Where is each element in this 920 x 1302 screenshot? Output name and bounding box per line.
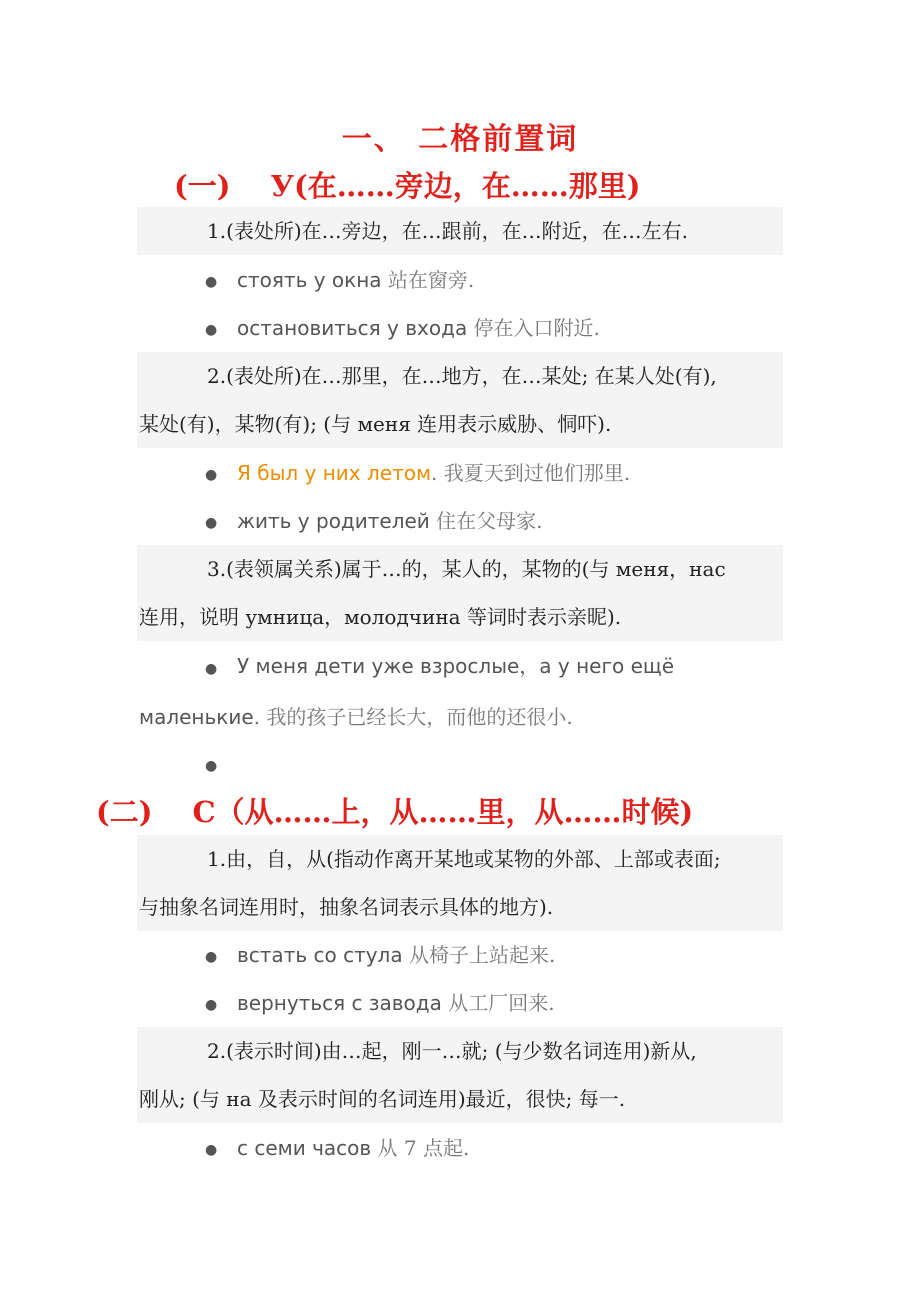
example-russian: остановиться у входа [237, 316, 468, 340]
example-russian: маленькие [139, 705, 254, 729]
section-heading-1 [174, 164, 640, 205]
example-translation: 从工厂回来. [441, 991, 555, 1015]
example-translation: 从椅子上站起来. [402, 943, 556, 967]
example-item [205, 497, 543, 547]
section-title: С（从……上，从……里，从……时候) [192, 795, 694, 829]
definition-block-3 [137, 545, 783, 641]
bullet-icon: ● [205, 757, 218, 774]
example-translation: . 我的孩子已经长大，而他的还很小. [253, 705, 573, 729]
example-item-long [139, 642, 779, 741]
example-item [205, 304, 600, 354]
example-item [205, 931, 555, 981]
example-translation: 从 7 点起. [371, 1136, 470, 1160]
definition-block-1 [137, 207, 783, 255]
bullet-icon: ● [205, 321, 218, 338]
bullet-icon: ● [205, 661, 218, 677]
definition-block-5 [137, 1027, 783, 1123]
example-line [139, 642, 779, 693]
bullet-icon: ● [205, 1141, 218, 1158]
bullet-icon: ● [205, 948, 218, 965]
section-number: (一) [174, 169, 231, 203]
bullet-icon: ● [205, 514, 218, 531]
empty-bullet [205, 740, 237, 790]
example-translation: 住在父母家. [429, 509, 543, 533]
definition-line: 2.(表示时间)由…起，刚一…就; (与少数名词连用)新从, [207, 1039, 697, 1063]
main-heading: 一、 二格前置词 [341, 122, 579, 157]
example-russian: с семи часов [237, 1136, 372, 1160]
definition-line: 3.(表领属关系)属于…的，某人的，某物的(与 меня，нас [207, 557, 726, 581]
example-russian: стоять у окна [237, 268, 382, 292]
definition-line: 2.(表处所)在…那里，在…地方，在…某处; 在某人处(有), [207, 364, 717, 388]
section-title: У(在……旁边，在……那里) [270, 169, 641, 203]
definition-line: 与抽象名词连用时，抽象名词表示具体的地方). [139, 895, 554, 919]
example-item [205, 449, 630, 499]
example-russian: У меня дети уже взрослые，а у него ещё [237, 654, 675, 678]
example-line [139, 693, 779, 741]
section-number: (二) [96, 795, 153, 829]
bullet-icon: ● [205, 466, 218, 483]
example-russian: жить у родителей [237, 509, 430, 533]
example-item [205, 256, 474, 306]
bullet-icon: ● [205, 273, 218, 290]
definition-line: 刚从; (与 на 及表示时间的名词连用)最近，很快; 每一. [139, 1087, 626, 1111]
definition-line: 连用，说明 умница，молодчина 等词时表示亲昵). [139, 605, 622, 629]
example-translation: . 我夏天到过他们那里. [431, 461, 631, 485]
definition-line: 1.由，自，从(指动作离开某地或某物的外部、上部或表面; [207, 847, 721, 871]
definition-line: 1.(表处所)在…旁边，在…跟前，在…附近，在…左右. [207, 219, 689, 243]
definition-block-2 [137, 352, 783, 448]
section-heading-2 [96, 790, 693, 831]
example-russian: вернуться с завода [237, 991, 442, 1015]
example-russian: Я был у них летом [237, 461, 432, 485]
example-translation: 停在入口附近. [467, 316, 600, 340]
example-translation: 站在窗旁. [381, 268, 475, 292]
example-item [205, 1124, 469, 1174]
example-russian: встать со стула [237, 943, 403, 967]
definition-line: 某处(有)，某物(有); (与 меня 连用表示威胁、恫吓). [139, 412, 612, 436]
bullet-icon: ● [205, 996, 218, 1013]
definition-block-4 [137, 835, 783, 931]
example-item [205, 979, 555, 1029]
